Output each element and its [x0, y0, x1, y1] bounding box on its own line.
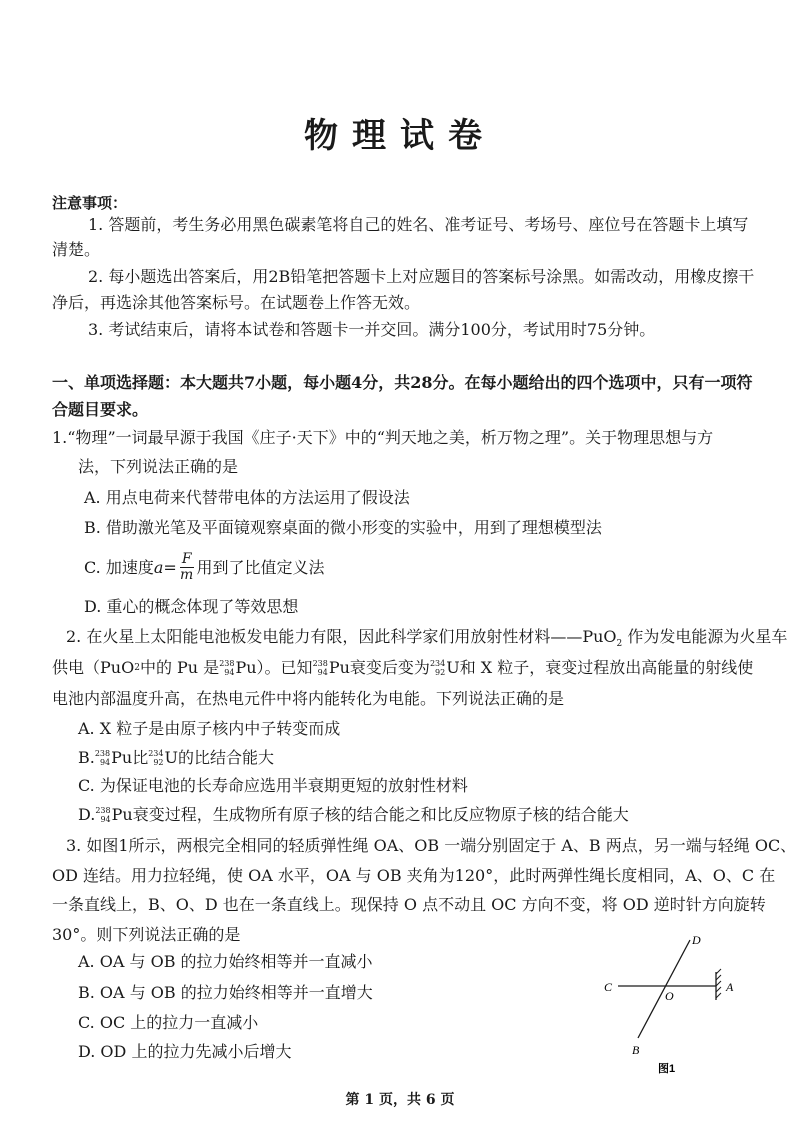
- q2-stem-line-2: [52, 658, 753, 678]
- q1-option-c-fraction: [180, 552, 194, 583]
- pu-mass: 238: [95, 806, 111, 815]
- note-3: 3. 考试结束后，请将本试卷和答题卡一并交回。满分100分，考试用时75分钟。: [88, 320, 656, 339]
- pu-symbol: Pu: [111, 805, 133, 824]
- pu-z: 94: [317, 668, 328, 677]
- q2-l1-pre: 2. 在火星上太阳能电池板发电能力有限，因此科学家们用放射性材料——PuO: [66, 627, 617, 646]
- u-nuclide-b: [148, 749, 163, 767]
- pu-nuclide-b: [95, 749, 110, 767]
- section-heading-line-1: 一、单项选择题：本大题共7小题，每小题4分，共28分。在每小题给出的四个选项中，只有一项符: [52, 373, 753, 392]
- q2-stem-line-1: [66, 627, 787, 654]
- q2-b-pre: B.: [78, 748, 95, 767]
- q1-option-c-var: a: [153, 557, 164, 577]
- pu-symbol: Pu: [328, 658, 350, 677]
- q1-fraction-denominator: m: [180, 567, 194, 583]
- point-c-label: C: [604, 980, 613, 994]
- point-d-label: D: [692, 933, 701, 947]
- q2-b-mid: 比: [132, 748, 149, 767]
- q3-option-d: D. OD 上的拉力先减小后增大: [78, 1042, 292, 1061]
- q2-b-post: 的比结合能大: [177, 748, 274, 767]
- q1-option-c-eq: =: [163, 557, 177, 577]
- q1-stem-line-2: 法，下列说法正确的是: [78, 457, 239, 476]
- u-mass: 234: [429, 659, 446, 668]
- pu-z: 94: [99, 758, 111, 767]
- u-nuclide: [430, 659, 445, 677]
- u-mass: 234: [148, 749, 164, 758]
- pu-symbol: Pu: [235, 658, 257, 677]
- q2-l2-e: 和 X 粒子，衰变过程放出高能量的射线使: [459, 658, 754, 677]
- q2-option-c: C. 为保证电池的长寿命应选用半衰期更短的放射性材料: [78, 776, 468, 795]
- q1-fraction-numerator: F: [181, 551, 192, 567]
- q1-option-c-prefix: C. 加速度: [84, 557, 154, 577]
- q3-stem-line-3: 一条直线上，B、O、D 也在一条直线上。现保持 O 点不动且 OC 方向不变，将 OD 逆时针方向旋转: [52, 895, 766, 914]
- q1-option-c: [84, 552, 325, 583]
- u-symbol: U: [446, 658, 460, 677]
- q2-d-pre: D.: [78, 805, 96, 824]
- u-z: 92: [435, 668, 446, 677]
- pu-symbol: Pu: [111, 748, 133, 767]
- q1-option-c-suffix: 用到了比值定义法: [196, 557, 325, 577]
- section-heading-line-2: 合题目要求。: [52, 400, 149, 419]
- pu-z: 94: [100, 815, 111, 824]
- q2-l2-d: 衰变后变为: [349, 658, 430, 677]
- point-b-label: B: [632, 1043, 640, 1057]
- q3-option-b: B. OA 与 OB 的拉力始终相等并一直增大: [78, 983, 373, 1002]
- notes-heading: 注意事项：: [52, 194, 128, 212]
- q2-l2-sub: 2: [134, 663, 140, 673]
- q2-l2-c: ）。已知: [256, 658, 313, 677]
- q3-stem-line-4: 30°。则下列说法正确的是: [52, 925, 241, 944]
- q2-option-a: A. X 粒子是由原子核内中子转变而成: [78, 719, 341, 738]
- point-a-label: A: [726, 980, 734, 994]
- q1-option-d: D. 重心的概念体现了等效思想: [84, 597, 299, 616]
- pu-nuclide-2: [313, 659, 328, 677]
- page-title: 物理试卷: [304, 116, 496, 156]
- q3-stem-line-2: OD 连结。用力拉轻绳，使 OA 水平，OA 与 OB 夹角为120°，此时两弹性绳长度相同，A、O、C 在: [52, 866, 776, 885]
- q3-option-c: C. OC 上的拉力一直减小: [78, 1013, 259, 1032]
- q2-l1-sub: 2: [616, 639, 623, 650]
- q3-stem-line-1: 3. 如图1所示，两根完全相同的轻质弹性绳 OA、OB 一端分别固定于 A、B 两点，另一端与轻绳 OC、: [66, 836, 797, 855]
- figure-1-diagram: [590, 928, 750, 1078]
- wall-hatch: [716, 969, 721, 998]
- pu-mass: 238: [94, 749, 111, 758]
- figure-caption: 图1: [658, 1063, 676, 1075]
- q2-stem-line-3: 电池内部温度升高，在热电元件中将内能转化为电能。下列说法正确的是: [52, 689, 565, 708]
- point-o-label: O: [665, 989, 674, 1003]
- q2-option-d: [78, 805, 629, 825]
- q2-l2-a: 供电（PuO: [52, 658, 135, 677]
- q3-option-a: A. OA 与 OB 的拉力始终相等并一直减小: [78, 952, 373, 971]
- pu-z: 94: [224, 668, 235, 677]
- note-2-line-1: 2. 每小题选出答案后，用2B铅笔把答题卡上对应题目的答案标号涂黑。如需改动，用橡皮擦干: [88, 267, 755, 286]
- note-1-line-2: 清楚。: [52, 240, 101, 259]
- u-z: 92: [153, 758, 164, 767]
- pu-nuclide-d: [95, 806, 110, 824]
- pu-mass: 238: [219, 659, 235, 668]
- note-1-line-1: 1. 答题前，考生务必用黑色碳素笔将自己的姓名、准考证号、考场号、座位号在答题卡上填写: [88, 215, 749, 234]
- q1-option-a: A. 用点电荷来代替带电体的方法运用了假设法: [84, 488, 410, 507]
- pu-nuclide-1: [219, 659, 234, 677]
- pu-mass: 238: [312, 659, 328, 668]
- q2-option-b: [78, 748, 274, 768]
- q2-l1-post: 作为发电能源为火星车: [622, 627, 788, 646]
- q1-stem-line-1: 1.“物理”一词最早源于我国《庄子·天下》中的“判天地之美，析万物之理”。关于物理思想与方: [52, 428, 714, 447]
- rope-db-line: [638, 940, 690, 1038]
- q1-option-b: B. 借助激光笔及平面镜观察桌面的微小形变的实验中，用到了理想模型法: [84, 518, 602, 537]
- q2-d-post: 衰变过程，生成物所有原子核的结合能之和比反应物原子核的结合能大: [132, 805, 629, 824]
- page-footer: 第 1 页，共 6 页: [345, 1092, 455, 1108]
- u-symbol: U: [164, 748, 178, 767]
- note-2-line-2: 净后，再选涂其他答案标号。在试题卷上作答无效。: [52, 293, 421, 312]
- q2-l2-b: 中的 Pu 是: [139, 658, 220, 677]
